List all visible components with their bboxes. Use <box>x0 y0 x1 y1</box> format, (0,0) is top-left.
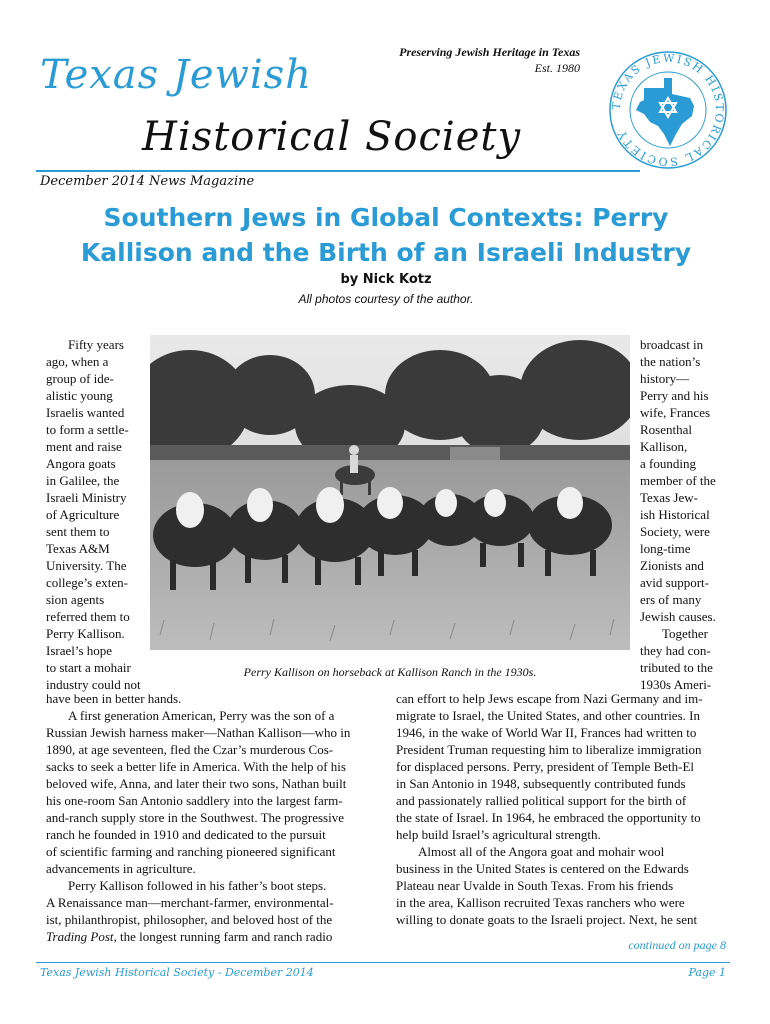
text-line: Israeli Ministry <box>46 490 127 505</box>
text-line: member of the <box>640 473 716 488</box>
text-line: the nation’s <box>640 354 701 369</box>
masthead-rule <box>36 170 640 172</box>
text-line: A first generation American, Perry was the son of a <box>68 708 335 723</box>
text-line: Fifty years <box>68 337 124 352</box>
text-line: Texas Jew- <box>640 490 698 505</box>
text-line: President Truman requesting him to liberalize immigration <box>396 742 702 757</box>
masthead-title-line1: Texas Jewish <box>40 52 312 98</box>
text-line: 1890, at age seventeen, fled the Czar’s murderous Cos- <box>46 742 334 757</box>
text-line: ment and raise <box>46 439 122 454</box>
right-narrow-column <box>640 336 732 693</box>
text-line: referred them to <box>46 609 130 624</box>
text-line: for displaced persons. Perry, president of Temple Beth-El <box>396 759 695 774</box>
ranch-photo <box>150 335 630 650</box>
text-line: Russian Jewish harness maker—Nathan Kallison—who in <box>46 725 351 740</box>
masthead-title-line2: Historical Society <box>142 114 522 160</box>
text-line: 1946, in the wake of World War II, Frances had written to <box>396 725 697 740</box>
text-line: Perry and his <box>640 388 709 403</box>
text-line: Rosenthal <box>640 422 692 437</box>
society-seal-logo <box>606 48 730 172</box>
text-line: help build Israel’s agricultural strength. <box>396 827 601 842</box>
headline-line1: Southern Jews in Global Contexts: Perry <box>103 203 669 232</box>
photo-caption: Perry Kallison on horseback at Kallison Ranch in the 1930s. <box>243 665 537 679</box>
text-line: industry could not <box>46 677 141 692</box>
text-line: Zionists and <box>640 558 704 573</box>
headline-line2: Kallison and the Birth of an Israeli Industry <box>80 238 692 267</box>
text-line: group of ide- <box>46 371 114 386</box>
text-line: Together <box>662 626 709 641</box>
text-line: ago, when a <box>46 354 109 369</box>
texas-map-star-of-david-icon <box>636 78 694 146</box>
text-line: sent them to <box>46 524 110 539</box>
text-line: sacks to seek a better life in America. With the help of his <box>46 759 346 774</box>
text-line: Perry Kallison followed in his father’s boot steps. <box>68 878 327 893</box>
text-line: Plateau near Uvalde in South Texas. From his friends <box>396 878 674 893</box>
text-line: Perry Kallison. <box>46 626 125 641</box>
text-line: Jewish causes. <box>640 609 716 624</box>
text-line: beloved wife, Anna, and later their two sons, Nathan built <box>46 776 347 791</box>
text-line: in Galilee, the <box>46 473 120 488</box>
text-line: of Agriculture <box>46 507 120 522</box>
text-line: Kallison, <box>640 439 688 454</box>
text-line: avid support- <box>640 575 709 590</box>
photo-credit: All photos courtesy of the author. <box>298 292 474 306</box>
text-line: Society, were <box>640 524 710 539</box>
footer-publication: Texas Jewish Historical Society - December 2014 <box>40 966 314 979</box>
text-line: Israel’s hope <box>46 643 113 658</box>
text-line: Trading Post, the longest running farm and ranch radio <box>46 929 333 944</box>
text-line: they had con- <box>640 643 711 658</box>
text-line: University. The <box>46 558 127 573</box>
text-line: 1930s Ameri- <box>640 677 712 692</box>
continued-link[interactable]: continued on page 8 <box>628 938 726 952</box>
text-line: the state of Israel. In 1964, he embraced the opportunity to <box>396 810 701 825</box>
text-line: long-time <box>640 541 691 556</box>
text-line: wife, Frances <box>640 405 711 420</box>
left-narrow-column <box>46 336 146 693</box>
text-line: and-ranch supply store in the Southwest. The progressive <box>46 810 344 825</box>
text-line: a founding <box>640 456 696 471</box>
text-line: to form a settle- <box>46 422 129 437</box>
text-line: have been in better hands. <box>46 691 182 706</box>
article-headline <box>36 200 736 270</box>
text-line: to start a mohair <box>46 660 131 675</box>
text-line: alistic young <box>46 388 113 403</box>
established-year: Est. 1980 <box>534 61 580 75</box>
text-line: A Renaissance man—merchant-farmer, environmental- <box>46 895 334 910</box>
text-line: Almost all of the Angora goat and mohair wool <box>418 844 665 859</box>
article-byline: by Nick Kotz <box>340 272 432 287</box>
text-line: Israelis wanted <box>46 405 125 420</box>
text-line: college’s exten- <box>46 575 128 590</box>
text-line: history— <box>640 371 690 386</box>
text-line: in the area, Kallison recruited Texas ranchers who were <box>396 895 685 910</box>
text-line: Angora goats <box>46 456 116 471</box>
text-line: ist, philanthropist, philosopher, and beloved host of the <box>46 912 333 927</box>
left-main-column <box>46 690 376 945</box>
tagline-text: Preserving Jewish Heritage in Texas <box>399 45 580 59</box>
photo-block <box>150 335 630 685</box>
text-line: of scientific farming and ranching pioneered significant <box>46 844 336 859</box>
text-line: ranch he founded in 1910 and dedicated to the pursuit <box>46 827 326 842</box>
text-line: business in the United States is centered on the Edwards <box>396 861 689 876</box>
text-line: ish Historical <box>640 507 710 522</box>
text-line: broadcast in <box>640 337 704 352</box>
tagline <box>330 44 580 76</box>
text-line: migrate to Israel, the United States, and other countries. In <box>396 708 700 723</box>
right-main-column <box>396 690 728 928</box>
text-line: his one-room San Antonio saddlery into the largest farm- <box>46 793 343 808</box>
issue-label: December 2014 News Magazine <box>40 174 255 189</box>
text-line: sion agents <box>46 592 105 607</box>
seal-ring-text: TEXAS JEWISH HISTORICAL SOCIETY <box>609 51 727 169</box>
footer-page-number: Page 1 <box>688 966 726 979</box>
text-line: tributed to the <box>640 660 713 675</box>
text-line: can effort to help Jews escape from Nazi Germany and im- <box>396 691 703 706</box>
radio-show-title: Trading Post <box>46 929 114 944</box>
text-line: advancements in agriculture. <box>46 861 196 876</box>
text-line: ers of many <box>640 592 702 607</box>
text-line: in San Antonio in 1948, subsequently contributed funds <box>396 776 686 791</box>
footer-rule <box>36 962 730 963</box>
text-line: and passionately rallied political support for the birth of <box>396 793 687 808</box>
text-line: Texas A&M <box>46 541 110 556</box>
text-line: willing to donate goats to the Israeli project. Next, he sent <box>396 912 698 927</box>
